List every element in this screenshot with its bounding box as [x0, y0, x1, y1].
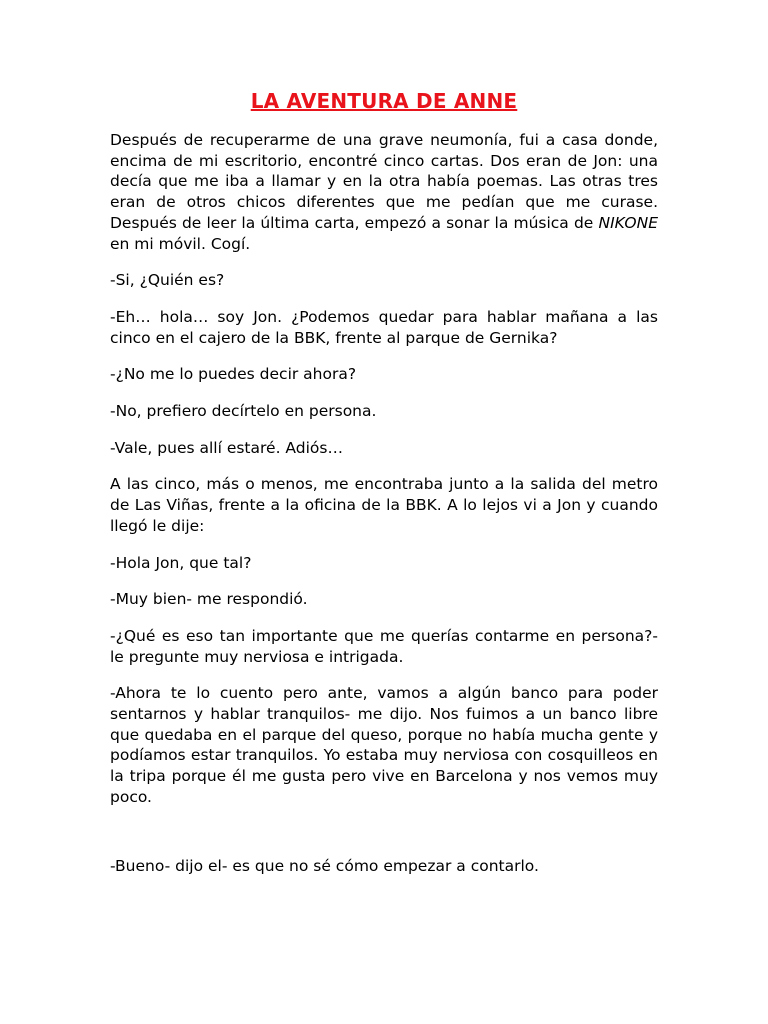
dialogue-line: -¿Qué es eso tan importante que me querías contarme en persona?- le pregunte muy nerviosa e intrigada. — [110, 626, 658, 666]
narrative-paragraph: -Ahora te lo cuento pero ante, vamos a algún banco para poder sentarnos y hablar tranquilos- me dijo. Nos fuimos a un banco libre que quedaba en el parque del queso, porque no había mucha gente y podíamos estar tranquilos. Yo estaba muy nerviosa con cosquilleos en la tripa porque él me gusta pero vive en Barcelona y nos vemos muy poco. — [110, 684, 658, 806]
paragraph-intro-start: Después de recuperarme de una grave neumonía, fui a casa donde, encima de mi escritorio, encontré cinco cartas. Dos eran de Jon: una decía que me iba a llamar y en la otra había poemas. Las otras tres eran de otros chicos diferentes que me pedían que me curase. Después de leer la última carta, empezó a sonar la música de — [110, 131, 658, 232]
paragraph-intro — [110, 130, 658, 254]
dialogue-line: -Hola Jon, que tal? — [110, 553, 252, 572]
dialogue-line: -Muy bien- me respondió. — [110, 590, 308, 609]
document-page — [110, 88, 658, 892]
band-name-italic: NIKONE — [598, 213, 658, 232]
dialogue-line: -No, prefiero decírtelo en persona. — [110, 402, 377, 421]
paragraph-intro-end: en mi móvil. Cogí. — [110, 234, 251, 253]
dialogue-line: -Vale, pues allí estaré. Adiós… — [110, 438, 343, 457]
document-title: LA AVENTURA DE ANNE — [250, 89, 518, 113]
dialogue-line: -Eh… hola… soy Jon. ¿Podemos quedar para hablar mañana a las cinco en el cajero de la BBK, frente al parque de Gernika? — [110, 307, 658, 347]
dialogue-line: -¿No me lo puedes decir ahora? — [110, 365, 357, 384]
dialogue-line: -Si, ¿Quién es? — [110, 271, 225, 290]
narrative-paragraph: A las cinco, más o menos, me encontraba junto a la salida del metro de Las Viñas, frente a la oficina de la BBK. A lo lejos vi a Jon y cuando llegó le dije: — [110, 475, 658, 535]
dialogue-line: -Bueno- dijo el- es que no sé cómo empezar a contarlo. — [110, 856, 539, 875]
